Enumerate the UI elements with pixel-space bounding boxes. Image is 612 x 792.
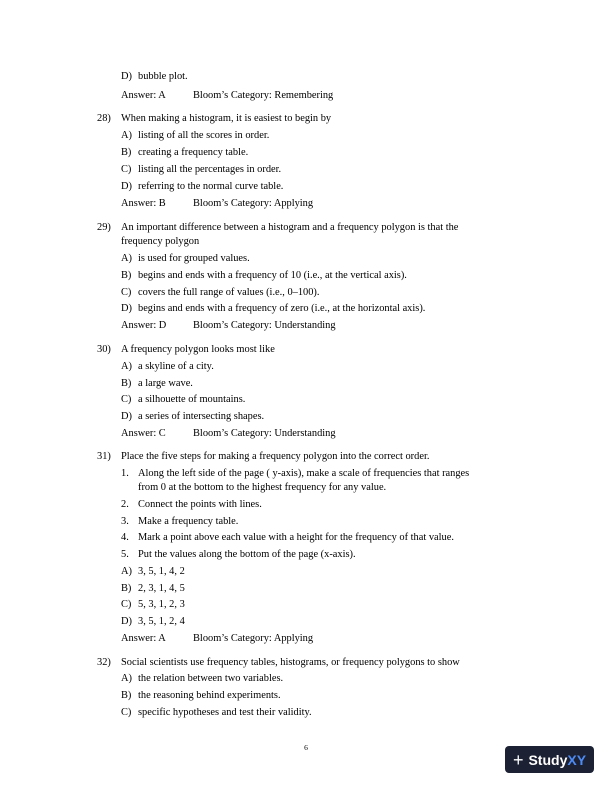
step-1: 1. Along the left side of the page ( y-axis), make a scale of frequencies that ranges bbox=[121, 468, 470, 479]
studyxy-logo[interactable] bbox=[505, 746, 594, 773]
option-a: A) a skyline of a city. bbox=[121, 361, 214, 372]
question-stem-continued: frequency polygon bbox=[121, 236, 200, 247]
option-d: D) begins and ends with a frequency of zero (i.e., at the horizontal axis). bbox=[121, 303, 426, 314]
option-a: A) is used for grouped values. bbox=[121, 253, 250, 264]
option-d: D) a series of intersecting shapes. bbox=[121, 411, 265, 422]
option-b: B) 2, 3, 1, 4, 5 bbox=[121, 583, 185, 594]
option-b: B) the reasoning behind experiments. bbox=[121, 690, 281, 701]
option-c: C) 5, 3, 1, 2, 3 bbox=[121, 599, 185, 610]
option-d: D) 3, 5, 1, 2, 4 bbox=[121, 616, 185, 627]
option-d: D) referring to the normal curve table. bbox=[121, 181, 284, 192]
option-b: B) a large wave. bbox=[121, 378, 193, 389]
question-stem: 32) Social scientists use frequency tables, histograms, or frequency polygons to show bbox=[97, 657, 460, 668]
option-b: B) begins and ends with a frequency of 10 (i.e., at the vertical axis). bbox=[121, 270, 407, 281]
answer-line: Answer: C Bloom’s Category: Understanding bbox=[121, 428, 336, 439]
option-c: C) specific hypotheses and test their validity. bbox=[121, 707, 312, 718]
step-1-continued: from 0 at the bottom to the highest frequency for any value. bbox=[138, 482, 387, 493]
plus-icon: + bbox=[512, 749, 524, 770]
q27-option-d: D) bubble plot. bbox=[121, 71, 188, 82]
option-a: A) the relation between two variables. bbox=[121, 673, 284, 684]
option-a: A) listing of all the scores in order. bbox=[121, 130, 270, 141]
answer-line: Answer: B Bloom’s Category: Applying bbox=[121, 198, 314, 209]
option-a: A) 3, 5, 1, 4, 2 bbox=[121, 566, 185, 577]
question-stem: 30) A frequency polygon looks most like bbox=[97, 344, 275, 355]
brand-suffix: XY bbox=[567, 751, 587, 768]
step-4: 4. Mark a point above each value with a height for the frequency of that value. bbox=[121, 532, 454, 543]
option-c: C) listing all the percentages in order. bbox=[121, 164, 282, 175]
q27-answer: Answer: A Bloom’s Category: Remembering bbox=[121, 90, 334, 101]
answer-line: Answer: A Bloom’s Category: Applying bbox=[121, 633, 314, 644]
page-number: 6 bbox=[304, 743, 308, 752]
brand-prefix: Study bbox=[528, 751, 568, 768]
option-b: B) creating a frequency table. bbox=[121, 147, 249, 158]
answer-line: Answer: D Bloom’s Category: Understanding bbox=[121, 320, 336, 331]
question-stem: 29) An important difference between a histogram and a frequency polygon is that the bbox=[97, 222, 459, 233]
step-3: 3. Make a frequency table. bbox=[121, 516, 239, 527]
step-2: 2. Connect the points with lines. bbox=[121, 499, 262, 510]
question-stem: 31) Place the five steps for making a frequency polygon into the correct order. bbox=[97, 451, 430, 462]
step-5: 5. Put the values along the bottom of the page (x-axis). bbox=[121, 549, 356, 560]
option-c: C) covers the full range of values (i.e., 0–100). bbox=[121, 287, 320, 298]
question-stem: 28) When making a histogram, it is easiest to begin by bbox=[97, 113, 332, 124]
option-c: C) a silhouette of mountains. bbox=[121, 394, 246, 405]
